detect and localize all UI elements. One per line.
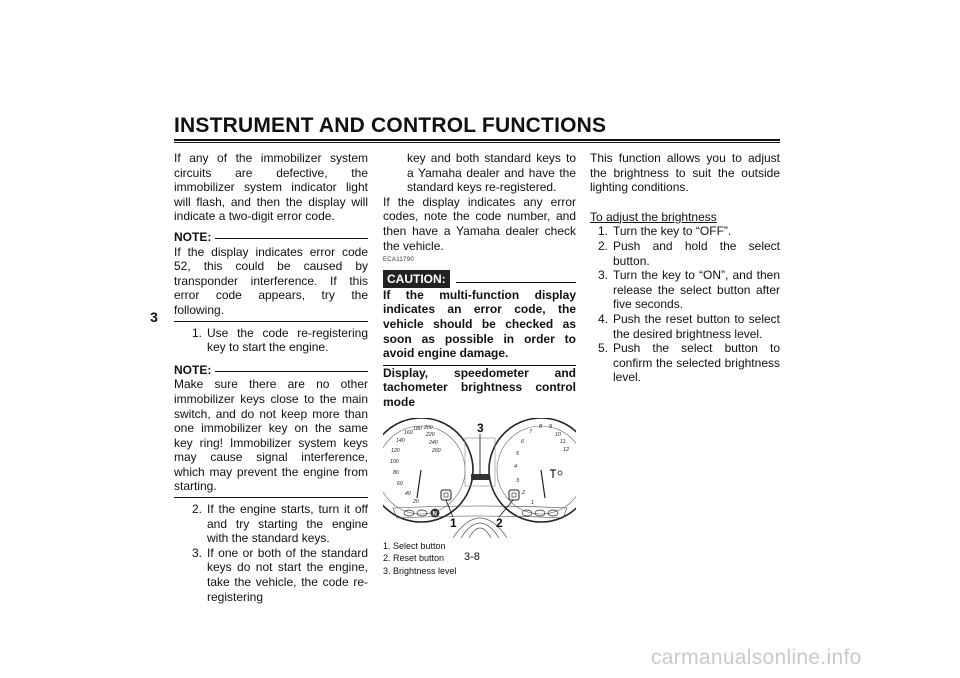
- step-1: [174, 326, 368, 355]
- note-text: Make sure there are no other immobilizer keys close to the main switch, and do not keep more than one immobilizer key on the same key ring! Immobilizer system keys may cause signal interference, which may prevent the engine from starting.: [174, 377, 368, 494]
- brightness-step-4: [590, 312, 780, 341]
- speed-tick: 200: [424, 424, 433, 431]
- page-number: 3-8: [464, 551, 480, 563]
- speed-tick: 220: [426, 431, 435, 438]
- note-rule: [215, 371, 368, 372]
- function-intro: This function allows you to adjust the brightness to suit the outside lighting conditions.: [590, 151, 780, 195]
- neutral-label: N: [432, 511, 437, 517]
- error-code-paragraph: If the display indicates any error codes, note the code number, and then have a Yamaha dealer check the vehicle.: [383, 194, 576, 253]
- step-3-continued: key and both standard keys to a Yamaha dealer and have the standard keys re-registered.: [407, 151, 576, 195]
- caption-reset-button: 2. Reset button: [383, 553, 445, 563]
- brightness-step-3: [590, 268, 780, 312]
- key-arc: [461, 523, 499, 538]
- indicator-icon: [558, 471, 562, 475]
- step-text: Turn the key to “OFF”.: [613, 224, 732, 239]
- step-number: 3.: [597, 268, 608, 283]
- speed-tick: 60: [397, 480, 403, 487]
- step-text: Use the code re-registering key to start the engine.: [207, 325, 368, 355]
- speed-tick: 120: [391, 447, 400, 454]
- caution-heading: [383, 270, 576, 288]
- speed-tick: 240: [429, 439, 438, 446]
- brightness-step-2: [590, 239, 780, 268]
- page-title: INSTRUMENT AND CONTROL FUNCTIONS: [174, 114, 607, 137]
- tach-tick: 11: [560, 438, 566, 445]
- step-text: If the engine starts, turn it off and try starting the engine with the standard keys.: [207, 502, 368, 546]
- caption-brightness-level: 3. Brightness level: [383, 565, 457, 576]
- reset-button-inner: [512, 493, 516, 497]
- brightness-step-5: [590, 341, 780, 385]
- intro-paragraph: If any of the immobilizer system circuits are defective, the immobilizer system indicator light will flash, and then the display will indicate a two-digit error code.: [174, 151, 368, 224]
- step-number: 3.: [191, 545, 202, 560]
- procedure-title: To adjust the brightness: [590, 209, 717, 224]
- note-heading: [174, 230, 368, 245]
- tach-tick: 2: [522, 489, 525, 496]
- step-text: Push the select button to confirm the selected brightness level.: [613, 341, 780, 385]
- callout-3: 3: [477, 420, 484, 435]
- tach-tick: 9: [549, 423, 552, 430]
- instrument-figure: [383, 418, 576, 538]
- tach-tick: 5: [516, 450, 519, 457]
- caution-code-ref: ECA11790: [383, 257, 414, 264]
- caution-rule: [456, 282, 576, 283]
- brightness-step-1: [590, 224, 780, 239]
- column-1: [174, 151, 368, 604]
- column-3: [590, 151, 780, 385]
- speed-tick: 260: [432, 447, 441, 454]
- chapter-tab: 3: [150, 309, 158, 325]
- note-label: NOTE:: [174, 229, 212, 244]
- tach-tick: 3: [516, 477, 519, 484]
- tach-tick: 7: [529, 428, 532, 435]
- speed-tick: 160: [404, 429, 413, 436]
- step-text: If one or both of the standard keys do not start the engine, take the vehicle, the code re-registering: [207, 545, 368, 604]
- step-text: Turn the key to “ON”, and then release the select button after five seconds.: [613, 268, 780, 312]
- caption-select-button: 1. Select button: [383, 540, 446, 551]
- tachometer-needle: [541, 470, 545, 498]
- note-end-rule: [174, 321, 368, 322]
- tach-tick: 1: [531, 499, 534, 506]
- brightness-level-bar: [471, 474, 489, 480]
- fuel-pump-icon: [550, 470, 556, 478]
- caution-text: If the multi-function display indicates an error code, the vehicle should be checked as soon as possible in order to avoid engine damage.: [383, 287, 576, 361]
- section-subheading: Display, speedometer and tachometer brightness control mode: [383, 365, 576, 409]
- instrument-cluster-illustration: [383, 418, 576, 538]
- speed-tick: 140: [396, 437, 405, 444]
- step-text: Push and hold the select button.: [613, 238, 780, 268]
- tach-tick: 10: [555, 431, 561, 438]
- step-3: [174, 546, 368, 604]
- tach-tick: 6: [521, 438, 524, 445]
- high-beam-icon: [417, 510, 427, 516]
- select-button-inner: [444, 493, 448, 497]
- select-button-shape: [441, 490, 451, 500]
- reset-button-shape: [509, 490, 519, 500]
- note-heading: [174, 363, 368, 378]
- step-text: Push the reset button to select the desired brightness level.: [613, 311, 780, 341]
- speed-tick: 20: [413, 498, 419, 505]
- speed-tick: 100: [390, 458, 399, 465]
- speed-tick: 80: [393, 469, 399, 476]
- step-number: 1.: [191, 325, 202, 340]
- caution-badge: CAUTION:: [383, 270, 450, 288]
- speedometer-needle: [417, 470, 421, 498]
- watermark: carmanualsonline.info: [651, 646, 862, 669]
- step-number: 4.: [597, 311, 608, 326]
- note-end-rule: [174, 497, 368, 498]
- note-text: If the display indicates error code 52, this could be caused by transponder interference. If this error code appears, try the following.: [174, 244, 368, 317]
- callout-2: 2: [496, 515, 503, 530]
- note-rule: [215, 238, 368, 239]
- engine-indicator-icon: [535, 510, 545, 516]
- speed-tick: 180: [413, 425, 422, 432]
- note-label: NOTE:: [174, 362, 212, 377]
- step-2: [174, 502, 368, 546]
- callout-1: 1: [450, 515, 457, 530]
- step-number: 5.: [597, 341, 608, 356]
- title-rule: [174, 139, 780, 143]
- key-arc: [469, 528, 491, 538]
- tach-tick: 12: [563, 446, 569, 453]
- tach-tick: 4: [514, 463, 517, 470]
- column-2: [383, 151, 576, 577]
- step-number: 2.: [597, 238, 608, 253]
- speed-tick: 40: [405, 490, 411, 497]
- step-number: 1.: [597, 224, 608, 239]
- tach-tick: 8: [539, 423, 542, 430]
- step-number: 2.: [191, 502, 202, 517]
